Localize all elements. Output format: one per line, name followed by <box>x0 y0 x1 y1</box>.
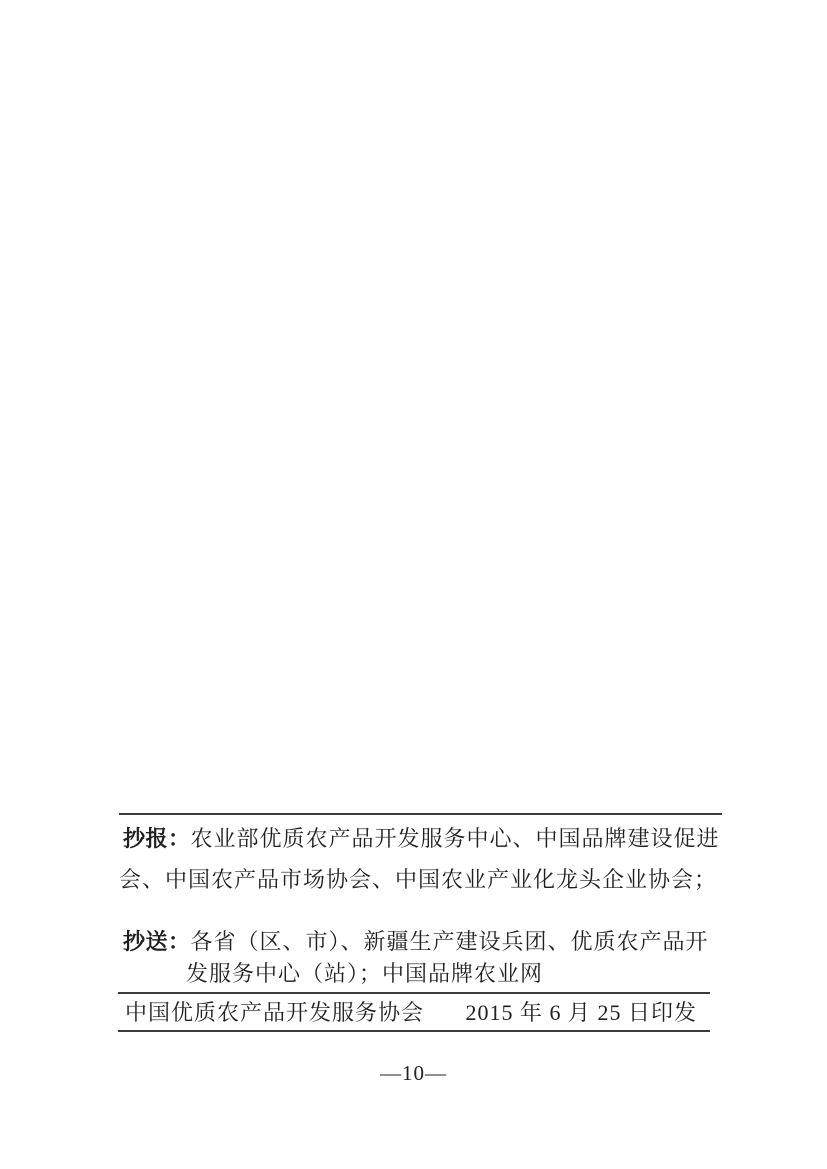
separator-rule-bottom <box>118 1030 710 1032</box>
page-number: —10— <box>380 1061 447 1085</box>
copy-send-line1-text: 各省（区、市）、新疆生产建设兵团、优质农产品开 <box>190 929 709 954</box>
copy-send-label: 抄送： <box>123 929 191 954</box>
copy-report-label: 抄报： <box>123 826 191 851</box>
copy-send-line2: 发服务中心（站）；中国品牌农业网 <box>186 961 544 986</box>
imprint-row <box>125 1000 697 1026</box>
copy-report-line1 <box>123 826 720 852</box>
copy-send-line1 <box>123 929 709 955</box>
separator-rule-middle <box>118 992 710 994</box>
print-date: 2015 年 6 月 25 日印发 <box>465 1000 697 1025</box>
copy-report-line2: 会、中国农产品市场协会、中国农业产业化龙头企业协会； <box>119 867 718 892</box>
copy-report-line1-text: 农业部优质农产品开发服务中心、中国品牌建设促进 <box>190 826 720 851</box>
separator-rule-top <box>119 813 722 815</box>
issuing-organization: 中国优质农产品开发服务协会 <box>125 1000 425 1025</box>
